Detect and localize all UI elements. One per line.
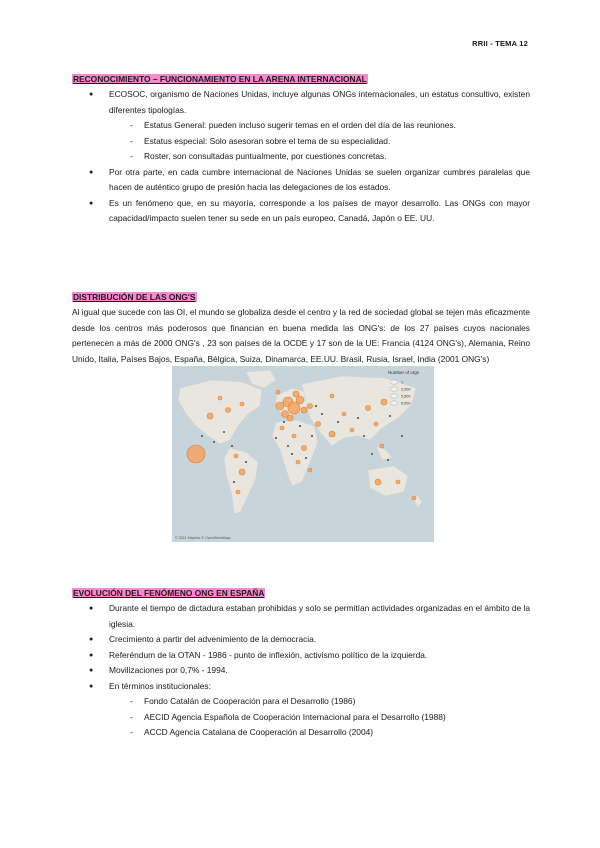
bubble-mark <box>296 460 300 464</box>
bubble-mark <box>240 402 244 406</box>
dot-mark <box>305 457 307 459</box>
dot-mark <box>321 413 323 415</box>
dot-mark <box>275 437 277 439</box>
dot-mark <box>311 435 313 437</box>
bubble-mark <box>187 445 205 463</box>
bubble-mark <box>207 413 213 419</box>
bubble-mark <box>329 431 335 437</box>
dot-mark <box>401 435 403 437</box>
legend-item: 2,000 <box>401 387 411 392</box>
section2-heading: DISTRIBUCIÓN DE LAS ONG'S <box>73 292 196 302</box>
dot-mark <box>223 431 225 433</box>
legend-item: 1 <box>401 380 404 385</box>
section3-heading: EVOLUCIÓN DEL FENÓMENO ONG EN ESPAÑA <box>73 588 265 598</box>
bubble-mark <box>412 496 416 500</box>
dot-mark <box>283 421 285 423</box>
dot-mark <box>315 405 317 407</box>
bubble-mark <box>308 404 313 409</box>
dot-mark <box>213 441 215 443</box>
legend-item: 5,500 <box>401 394 411 399</box>
list-item: ● Es un fenómeno que, en su mayoría, corresponde a los países de mayor desarrollo. Las ONGs con mayor capacidad/impacto suelen tener su sede en un país europeo, Canadá, Japón o EE. UU. <box>72 196 530 227</box>
sub-item: - Estatus especial: Solo asesoran sobre el tema de su especialidad. <box>72 134 530 150</box>
map-copyright: © 2021 Mapbox © OpenStreetMap <box>175 536 231 540</box>
list-item: ● Movilizaciones por 0,7% - 1994. <box>72 663 530 679</box>
bubble-mark <box>380 444 384 448</box>
list-item: ● Por otra parte, en cada cumbre internacional de Naciones Unidas se suelen organizar cumbres paralelas que hacen de auténtico grupo de presión hacia las delegaciones de los estados. <box>72 165 530 196</box>
world-map <box>172 366 434 542</box>
dot-mark <box>231 445 233 447</box>
world-map-image <box>172 366 434 542</box>
dot-mark <box>233 481 235 483</box>
bubble-mark <box>276 390 280 394</box>
bubble-mark <box>374 422 378 426</box>
list-item: ● En términos institucionales: <box>72 679 530 695</box>
dot-mark <box>371 453 373 455</box>
section1-list <box>72 87 530 227</box>
bubble-mark <box>236 490 240 494</box>
header-right: RRII - TEMA 12 <box>472 39 528 48</box>
dot-mark <box>363 435 365 437</box>
dot-mark <box>291 453 293 455</box>
bubble-mark <box>293 391 299 397</box>
bubble-mark <box>302 446 307 451</box>
bubble-mark <box>239 469 245 475</box>
bubble-mark <box>218 396 222 400</box>
dot-mark <box>337 421 339 423</box>
sub-item: - ACCD Agencia Catalana de Cooperación al Desarrollo (2004) <box>72 725 530 741</box>
dot-mark <box>387 459 389 461</box>
bubble-mark <box>280 426 284 430</box>
bubble-mark <box>308 468 312 472</box>
bubble-mark <box>316 422 321 427</box>
dot-mark <box>357 417 359 419</box>
sub-item: - Estatus General: pueden incluso sugerir temas en el orden del día de las reuniones. <box>72 118 530 134</box>
bubble-mark <box>366 406 371 411</box>
list-item: ● Referéndum de la OTAN - 1986 - punto de inflexión, activismo político de la izquierda. <box>72 648 530 664</box>
legend-item: 5,000 <box>401 401 411 406</box>
dot-mark <box>245 461 247 463</box>
bubble-mark <box>342 412 346 416</box>
dot-mark <box>287 445 289 447</box>
dot-mark <box>299 425 301 427</box>
sub-item: - Roster, son consultadas puntualmente, por cuestiones concretas. <box>72 149 530 165</box>
section3-list <box>72 601 530 741</box>
legend-title: Number of orgs <box>388 370 420 375</box>
bubble-mark <box>296 396 304 404</box>
list-item: ● ECOSOC, organismo de Naciones Unidas, incluye algunas ONGs internacionales, un estatus consultivo, existen diferentes tipologías. <box>72 87 530 118</box>
bubble-mark <box>301 407 307 413</box>
sub-item: - Fondo Catalán de Cooperación para el Desarrollo (1986) <box>72 694 530 710</box>
bubble-mark <box>330 394 334 398</box>
bubble-mark <box>396 480 400 484</box>
list-item: ● Durante el tiempo de dictadura estaban prohibidas y solo se permitían actividades organizadas en el ámbito de la iglesia. <box>72 601 530 632</box>
sub-item: - AECID Agencia Española de Cooperación Internacional para el Desarrollo (1988) <box>72 710 530 726</box>
bubble-mark <box>350 428 354 432</box>
bubble-mark <box>381 399 387 405</box>
bubble-mark <box>234 454 238 458</box>
section2-paragraph: Al igual que sucede con las OI, el mundo se globaliza desde el centro y la red de sociedad global se tejen más eficazmente desde los centros más poderosos que financian en buena medida las ONG's: de los 27 países cuyos nacionales pertenecen a más de 2000 ONG's , 23 son países de la OCDE y 17 son de la UE: Francia (4124 ONG's), Alemania, Reino Unido, Italia, Países Bajos, España, Bélgica, Suiza, Dinamarca, EE.UU. Brasil, Rusia, Israel, India (2001 ONG's) <box>72 307 530 364</box>
list-item: ● Crecimiento a partir del advenimiento de la democracia. <box>72 632 530 648</box>
bubble-mark <box>292 434 296 438</box>
bubble-mark <box>287 415 293 421</box>
section1-heading: RECONOCIMIENTO – FUNCIONAMIENTO EN LA ARENA INTERNACIONAL <box>73 74 367 84</box>
dot-mark <box>389 415 391 417</box>
bubble-mark <box>226 408 231 413</box>
dot-mark <box>201 435 203 437</box>
bubble-mark <box>276 402 284 410</box>
bubble-mark <box>375 479 381 485</box>
